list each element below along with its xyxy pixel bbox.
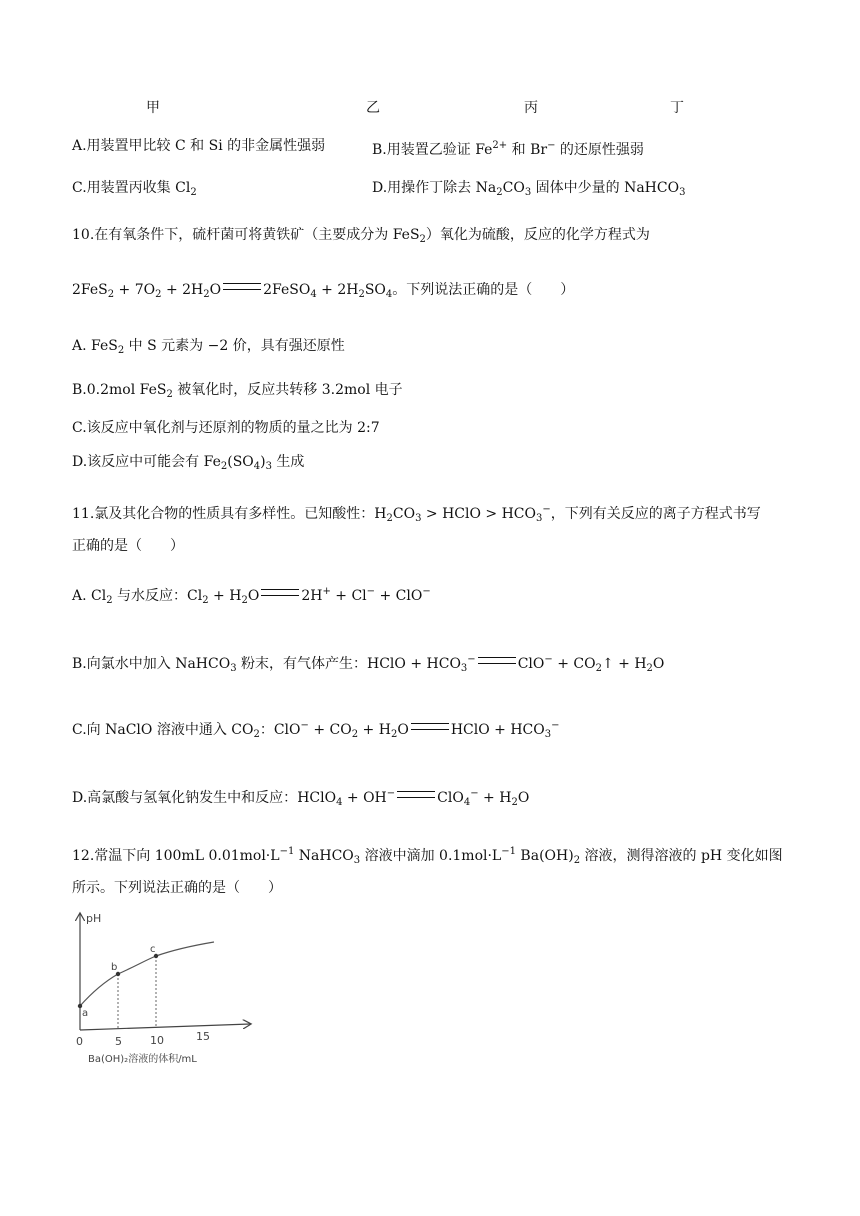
label-bing: 丙 <box>524 100 538 116</box>
x-axis-label: Ba(OH)₂溶液的体积/mL <box>88 1054 197 1065</box>
label-jia: 甲 <box>146 100 160 116</box>
ph-curve <box>80 942 214 1006</box>
point-label-a: a <box>82 1008 89 1019</box>
q10-stem: 10.在有氧条件下，硫杆菌可将黄铁矿（主要成分为 FeS$_2$）氧化为硫酸，反应的化学方程式为 <box>72 227 650 245</box>
x-tick-15: 15 <box>196 1030 210 1043</box>
x-tick-10: 10 <box>150 1034 164 1047</box>
q11-option-b: B.向氯水中加入 NaHCO$_3$ 粉末，有气体产生：HClO + $HCO_3^-$ $ClO^- + CO_2↑ + H_2O$ <box>72 654 665 674</box>
point-label-c: c <box>150 944 156 955</box>
q10-equation: $2FeS_2 + 7O_2 + 2H_2O$ 2FeSO$_4$ + $2H_2SO_4$。下列说法正确的是（ ） <box>72 282 575 300</box>
label-yi: 乙 <box>366 100 380 116</box>
q11-option-d: D.高氯酸与氢氧化钠发生中和反应：HClO$_4$ + OH− $ClO_4^- + H_2O$ <box>72 788 530 808</box>
q11-option-a: A. $Cl_2$ 与水反应：$Cl_2 + H_2O$ 2H+ + Cl− + ClO− <box>72 586 431 606</box>
x-axis <box>80 1024 250 1030</box>
y-axis-label: pH <box>86 912 102 925</box>
q10-option-c: C.该反应中氧化剂与还原剂的物质的量之比为 2:7 <box>72 420 380 436</box>
q11-stem-line2: 正确的是（ ） <box>72 538 184 554</box>
x-tick-5: 5 <box>115 1035 122 1048</box>
ph-chart <box>66 908 276 1068</box>
label-ding: 丁 <box>670 100 684 116</box>
q9-option-a: A.用装置甲比较 C 和 Si 的非金属性强弱 <box>72 138 326 154</box>
q11-stem-line1: 11.氯及其化合物的性质具有多样性。已知酸性：$H_2CO_3$ > HClO > $HCO_3^-$，下列有关反应的离子方程式书写 <box>72 504 761 524</box>
q9-option-c: C.用装置丙收集 $Cl_2$ <box>72 180 197 198</box>
point-label-b: b <box>111 962 118 973</box>
q12-stem-line1: 12.常温下向 100mL $0.01mol\cdot L^{-1}$ NaHCO$_3$ 溶液中滴加 $0.1mol\cdot L^{-1}$ $Ba(OH)_2$ 溶液，测得溶液的 pH 变化如图 <box>72 846 783 866</box>
x-tick-0: 0 <box>76 1035 83 1048</box>
q9-option-b: B.用装置乙验证 $Fe^{2+}$ 和 Br− 的还原性强弱 <box>372 140 644 158</box>
q10-option-b: B.0.2mol FeS$_2$ 被氧化时，反应共转移 3.2mol 电子 <box>72 382 403 400</box>
q9-option-d: D.用操作丁除去 $Na_2CO_3$ 固体中少量的 NaHCO$_3$ <box>372 180 686 198</box>
q11-option-c: C.向 NaClO 溶液中通入 $CO_2$：$ClO^- + CO_2 + H_2O$ HClO + $HCO_3^-$ <box>72 720 560 740</box>
q10-option-d: D.该反应中可能会有 $Fe_2(SO_4)_3$ 生成 <box>72 454 305 472</box>
q10-option-a: A. FeS$_2$ 中 S 元素为 −2 价，具有强还原性 <box>72 338 345 356</box>
q12-stem-line2: 所示。下列说法正确的是（ ） <box>72 880 282 896</box>
